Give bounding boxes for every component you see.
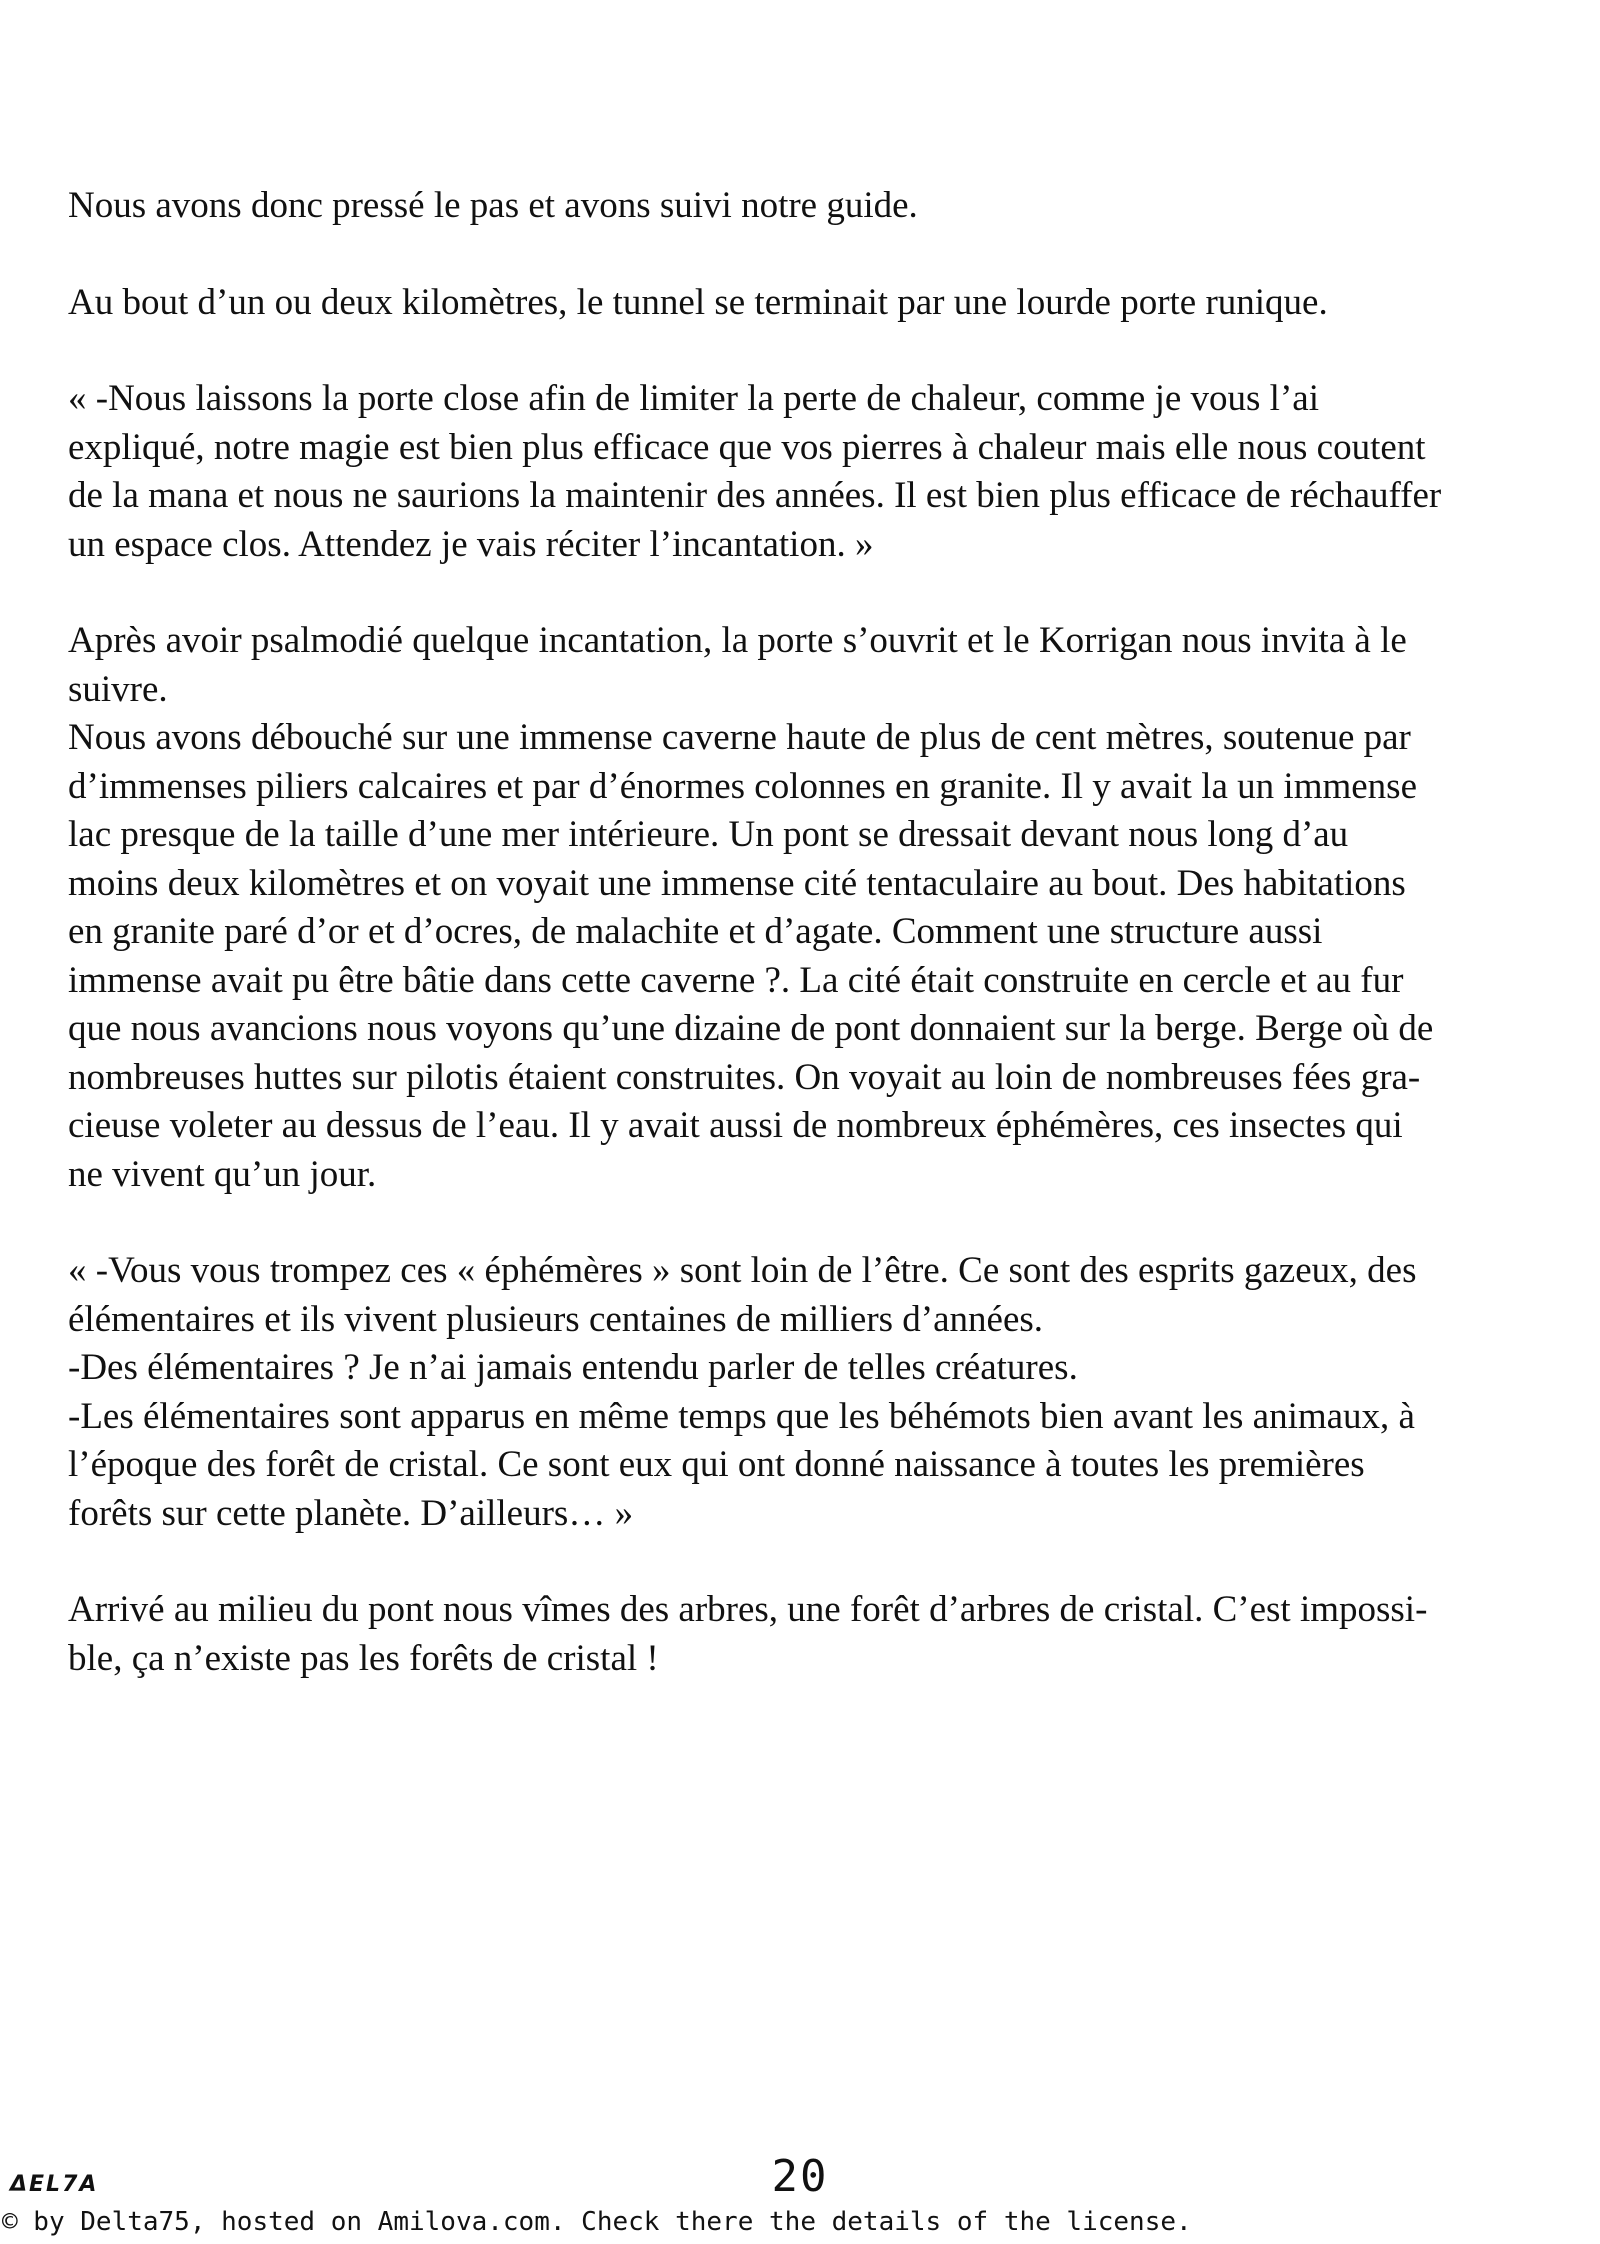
text-line: l’époque des forêt de cristal. Ce sont eux qui ont donné naissance à toutes les premières: [68, 1444, 1365, 1485]
copyright-notice: © by Delta75, hosted on Amilova.com. Check there the details of the license.: [2, 2207, 1192, 2237]
text-line: moins deux kilomètres et on voyait une immense cité tentaculaire au bout. Des habitations: [68, 862, 1406, 904]
text-line: Nous avons débouché sur une immense caverne haute de plus de cent mètres, soutenue par: [68, 717, 1411, 758]
text-line: « -Nous laissons la porte close afin de limiter la perte de chaleur, comme je vous l’ai: [68, 378, 1319, 419]
text-line: lac presque de la taille d’une mer intérieure. Un pont se dressait devant nous long d’au: [68, 814, 1349, 855]
text-line: ble, ça n’existe pas les forêts de cristal !: [68, 1637, 659, 1679]
text-line: un espace clos. Attendez je vais réciter l’incantation. »: [68, 523, 874, 565]
paragraph: [68, 375, 1568, 569]
paragraph: [68, 182, 1568, 231]
paragraph: [68, 1247, 1568, 1538]
text-line: immense avait pu être bâtie dans cette caverne ?. La cité était construite en cercle et au fur: [68, 959, 1404, 1001]
delta-logo: ΔEL7A: [10, 2172, 99, 2197]
paragraph: [68, 279, 1568, 328]
text-line: forêts sur cette planète. D’ailleurs… »: [68, 1492, 634, 1534]
text-line: de la mana et nous ne saurions la maintenir des années. Il est bien plus efficace de réchauffer: [68, 475, 1442, 516]
text-line: Après avoir psalmodié quelque incantation, la porte s’ouvrit et le Korrigan nous invita à le: [68, 620, 1407, 661]
text-line: Nous avons donc pressé le pas et avons suivi notre guide.: [68, 185, 918, 226]
text-line: que nous avancions nous voyons qu’une dizaine de pont donnaient sur la berge. Berge où de: [68, 1008, 1434, 1049]
page-body: [68, 182, 1568, 1731]
paragraph: [68, 617, 1568, 1199]
text-line: ne vivent qu’un jour.: [68, 1153, 377, 1195]
text-line: nombreuses huttes sur pilotis étaient construites. On voyait au loin de nombreuses fées gra-: [68, 1056, 1421, 1098]
text-line: Au bout d’un ou deux kilomètres, le tunnel se terminait par une lourde porte runique.: [68, 281, 1328, 323]
text-line: d’immenses piliers calcaires et par d’énormes colonnes en granite. Il y avait la un immense: [68, 765, 1418, 807]
text-line: suivre.: [68, 668, 168, 710]
paragraph: [68, 1586, 1568, 1683]
text-line: cieuse voleter au dessus de l’eau. Il y avait aussi de nombreux éphémères, ces insectes qui: [68, 1105, 1403, 1146]
text-line: « -Vous vous trompez ces « éphémères » sont loin de l’être. Ce sont des esprits gazeux, des: [68, 1250, 1417, 1291]
text-line: -Des élémentaires ? Je n’ai jamais entendu parler de telles créatures.: [68, 1347, 1078, 1388]
text-line: élémentaires et ils vivent plusieurs centaines de milliers d’années.: [68, 1298, 1044, 1340]
text-line: en granite paré d’or et d’ocres, de malachite et d’agate. Comment une structure aussi: [68, 911, 1323, 952]
text-line: expliqué, notre magie est bien plus efficace que vos pierres à chaleur mais elle nous coutent: [68, 426, 1426, 468]
page-number: 20: [771, 2151, 829, 2202]
text-line: -Les élémentaires sont apparus en même temps que les béhémots bien avant les animaux, à: [68, 1395, 1415, 1437]
text-line: Arrivé au milieu du pont nous vîmes des arbres, une forêt d’arbres de cristal. C’est impossi-: [68, 1589, 1428, 1630]
